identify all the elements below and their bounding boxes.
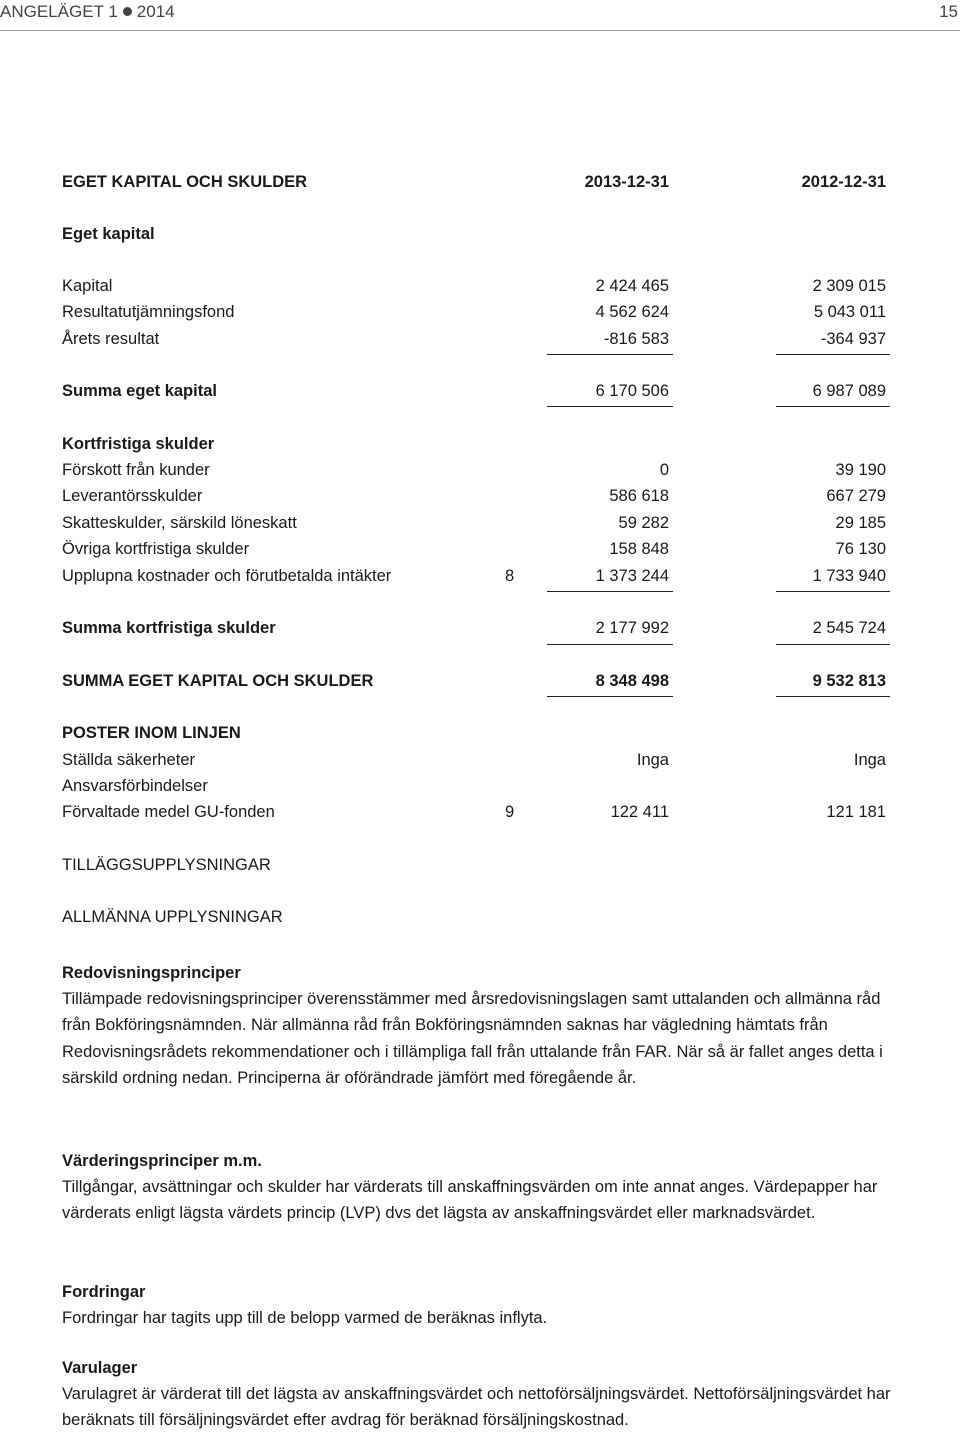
divider — [547, 644, 673, 645]
publication-name: ANGELÄGET 1 — [0, 2, 118, 21]
row-label: Ansvarsförbindelser — [62, 777, 208, 795]
table-row — [0, 303, 960, 329]
short-term-heading-row — [0, 435, 960, 461]
row-label: SUMMA EGET KAPITAL OCH SKULDER — [62, 672, 374, 690]
row-label: Upplupna kostnader och förutbetalda intäkter — [62, 567, 392, 585]
row-value-2013: 0 — [659, 461, 669, 479]
row-label: Kapital — [62, 277, 113, 295]
row-value-2012: 6 987 089 — [812, 382, 886, 400]
divider — [776, 591, 890, 592]
table-row — [0, 751, 960, 777]
row-value-2012: 5 043 011 — [813, 303, 886, 321]
row-value-2013: 2 424 465 — [595, 277, 669, 295]
row-value-2012: Inga — [853, 751, 886, 769]
row-value-2013: 2 177 992 — [595, 619, 669, 637]
section-text: Tillämpade redovisningsprinciper överensstämmer med årsredovisningslagen samt uttalanden och allmänna råd från Bokföringsnämnden. När allmänna råd från Bokföringsnämnden saknas har vägledning hämtats från Redovisningsrådets rekommendationer och i tillämpliga fall från uttalande från FAR. När så är fallet anges detta i särskild ordning nedan. Principerna är oförändrade jämfört med föregående år. — [62, 990, 883, 1087]
supplementary-heading-row — [0, 856, 960, 882]
table-row — [0, 803, 960, 829]
grand-total-row — [0, 672, 960, 698]
page-number: 15 — [939, 2, 958, 21]
row-value-2012: 9 532 813 — [812, 672, 886, 690]
general-heading-row — [0, 908, 960, 934]
supplementary-heading: TILLÄGGSUPPLYSNINGAR — [62, 856, 271, 874]
row-value-2012: 1 733 940 — [812, 567, 886, 585]
section-title: Värderingsprinciper m.m. — [62, 1152, 262, 1170]
table-row — [0, 277, 960, 303]
row-value-2012: 667 279 — [826, 487, 886, 505]
section-text: Fordringar har tagits upp till de belopp varmed de beräknas inflyta. — [62, 1309, 548, 1328]
header-left — [0, 2, 175, 22]
row-label: Skatteskulder, särskild löneskatt — [62, 514, 297, 532]
row-note: 8 — [505, 567, 515, 585]
general-heading: ALLMÄNNA UPPLYSNINGAR — [62, 908, 283, 926]
section-text: Tillgångar, avsättningar och skulder har värderats till anskaffningsvärden om inte annat anges. Värdepapper har värderats enligt lägsta värdets princip (LVP) dvs det lägsta av anskaffningsvärdet eller marknadsvärdet. — [62, 1178, 878, 1223]
off-balance-heading: POSTER INOM LINJEN — [62, 724, 241, 742]
divider — [547, 696, 673, 697]
row-value-2012: 2 309 015 — [812, 277, 886, 295]
row-value-2012: 2 545 724 — [812, 619, 886, 637]
table-row — [0, 777, 960, 803]
row-value-2013: 4 562 624 — [595, 303, 669, 321]
table-row — [0, 514, 960, 540]
balance-title: EGET KAPITAL OCH SKULDER — [62, 173, 308, 191]
table-row — [0, 461, 960, 487]
equity-heading: Eget kapital — [62, 225, 155, 243]
row-value-2013: 6 170 506 — [595, 382, 669, 400]
divider — [776, 644, 890, 645]
row-value-2013: 122 411 — [610, 803, 669, 821]
divider — [776, 354, 890, 355]
row-note: 9 — [505, 803, 515, 821]
equity-heading-row — [0, 225, 960, 251]
off-balance-heading-row — [0, 724, 960, 750]
short-term-total-row — [0, 619, 960, 645]
table-row — [0, 487, 960, 513]
note-section — [62, 1148, 902, 1227]
row-label: Summa eget kapital — [62, 382, 217, 400]
row-value-2012: 76 130 — [835, 540, 886, 558]
row-value-2013: 586 618 — [609, 487, 669, 505]
row-label: Årets resultat — [62, 330, 160, 348]
row-value-2013: Inga — [636, 751, 669, 769]
divider — [547, 406, 673, 407]
row-label: Resultatutjämningsfond — [62, 303, 235, 321]
row-label: Ställda säkerheter — [62, 751, 195, 769]
table-row — [0, 567, 960, 593]
section-title: Varulager — [62, 1359, 138, 1377]
row-value-2013: -816 583 — [603, 330, 669, 348]
row-value-2012: 39 190 — [835, 461, 886, 479]
column-header-2012: 2012-12-31 — [801, 173, 886, 191]
row-label: Leverantörsskulder — [62, 487, 203, 505]
row-label: Förskott från kunder — [62, 461, 210, 479]
divider — [547, 354, 673, 355]
row-label: Förvaltade medel GU-fonden — [62, 803, 275, 821]
note-section — [62, 960, 902, 1091]
row-label: Övriga kortfristiga skulder — [62, 540, 250, 558]
section-title: Fordringar — [62, 1283, 146, 1301]
row-value-2013: 158 848 — [609, 540, 669, 558]
page-header — [0, 0, 960, 31]
note-section — [62, 1279, 902, 1331]
publication-year: 2014 — [136, 2, 175, 21]
row-value-2013: 59 282 — [618, 514, 669, 532]
row-value-2012: 121 181 — [826, 803, 886, 821]
section-text: Varulagret är värderat till det lägsta av anskaffningsvärdet och nettoförsäljningsvärdet. Nettoförsäljningsvärdet har beräknats till försäljningsvärdet efter avdrag för beräknad försäljningskostnad. — [62, 1385, 891, 1430]
divider — [547, 591, 673, 592]
row-value-2012: -364 937 — [820, 330, 886, 348]
table-row — [0, 540, 960, 566]
bullet-icon — [123, 7, 132, 16]
row-value-2012: 29 185 — [835, 514, 886, 532]
column-header-2013: 2013-12-31 — [584, 173, 669, 191]
balance-title-row — [0, 173, 960, 199]
row-value-2013: 8 348 498 — [595, 672, 669, 690]
divider — [776, 696, 890, 697]
short-term-heading: Kortfristiga skulder — [62, 435, 215, 453]
table-row — [0, 330, 960, 356]
row-value-2013: 1 373 244 — [595, 567, 669, 585]
divider — [776, 406, 890, 407]
note-section — [62, 1355, 902, 1434]
equity-total-row — [0, 382, 960, 408]
row-label: Summa kortfristiga skulder — [62, 619, 276, 637]
section-title: Redovisningsprinciper — [62, 964, 241, 982]
